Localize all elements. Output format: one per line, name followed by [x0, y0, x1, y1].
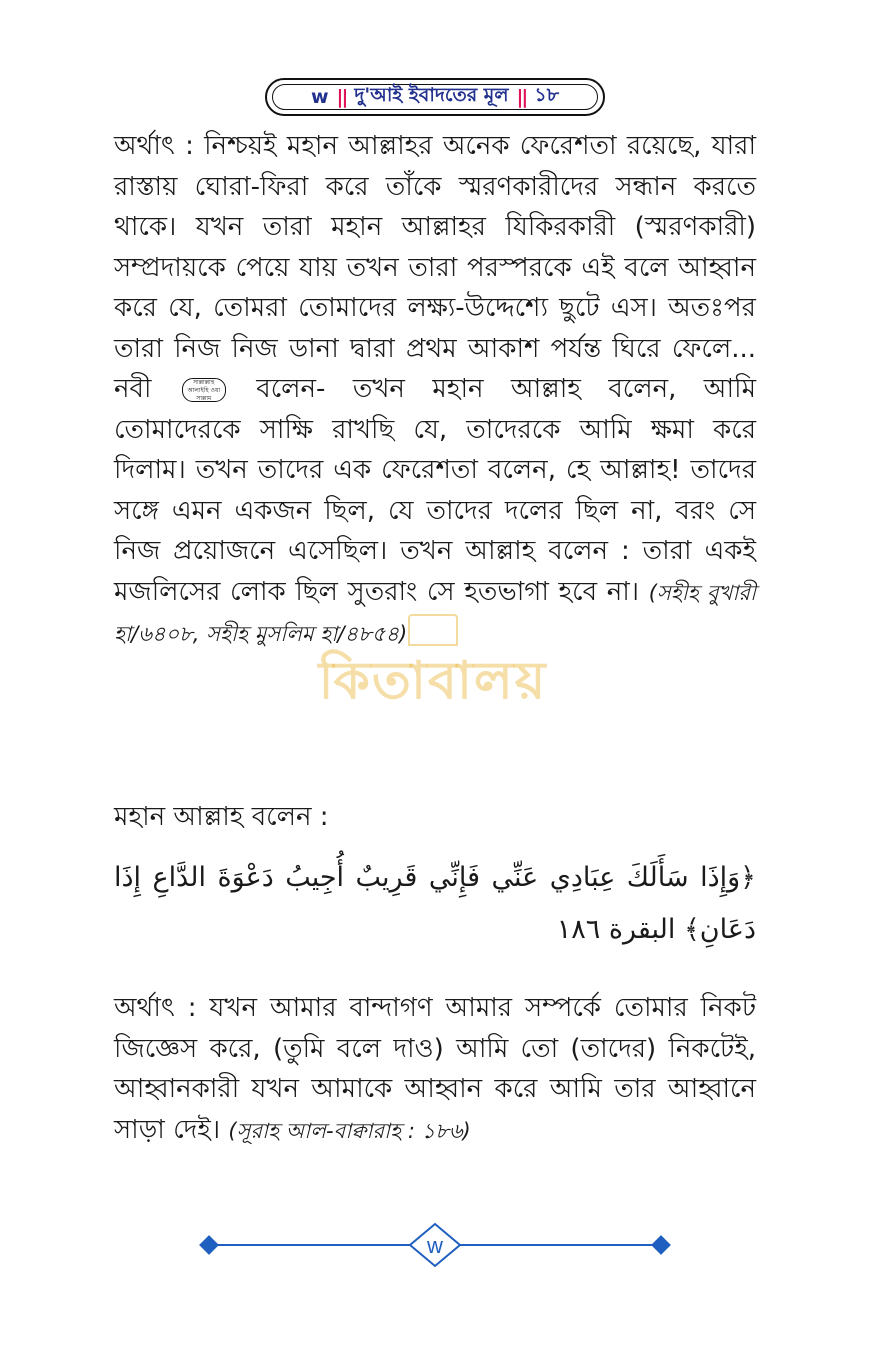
paragraph-text: অর্থাৎ : নিশ্চয়ই মহান আল্লাহর অনেক ফেরেশতা রয়েছে, যারা রাস্তায় ঘোরা-ফিরা করে তাঁকে স্মরণকারীদের সন্ধান করতে থাকে। যখন তারা মহান আল্লাহর যিকিরকারী (স্মরণকারী) সম্প্রদায়কে পেয়ে যায় তখন তারা পরস্পরকে এই বলে আহ্বান করে যে, তোমরা তোমাদের লক্ষ্য-উদ্দেশ্যে ছুটে এস। অতঃপর তারা নিজ নিজ ডানা দ্বারা প্রথম আকাশ পর্যন্ত ঘিরে ফেলে... নবী [114, 131, 756, 404]
translation-text: অর্থাৎ : যখন আমার বান্দাগণ আমার সম্পর্কে তোমার নিকট জিজ্ঞেস করে, (তুমি বলে দাও) আমি তো (তাদের) নিকটেই, আহ্বানকারী যখন আমাকে আহ্বান করে আমি তার আহ্বানে সাড়া দেই। [114, 993, 756, 1145]
watermark-text: কিতাবালয় [318, 651, 548, 711]
header-title: দু'আই ইবাদতের মূল [354, 84, 509, 106]
salutation-seal-icon: সাল্লাল্লাহু আলাইহি ওয়া সাল্লাম [182, 378, 226, 402]
header-logo: w [310, 86, 329, 108]
arabic-verse: ﴿وَإِذَا سَأَلَكَ عِبَادِي عَنِّي فَإِنِّي قَرِيبٌ أُجِيبُ دَعْوَةَ الدَّاعِ إِذَا دَعَانِ﴾ البقرة ١٨٦ [114, 862, 756, 945]
diamond-icon [199, 1235, 219, 1255]
hadith-reference: (সহীহ বুখারী হা/৬৪০৮, সহীহ মুসলিম হা/৪৮৫৪) [114, 580, 756, 646]
header-separator: || [336, 86, 347, 108]
page-number: ১৮ [534, 84, 560, 106]
intro-text: মহান আল্লাহ বলেন : [114, 802, 329, 832]
intro-line [114, 797, 756, 838]
header-separator: || [516, 86, 527, 108]
verse-translation [114, 988, 756, 1151]
translation-paragraph [114, 126, 756, 655]
paragraph-text: বলেন- তখন মহান আল্লাহ বলেন, আমি তোমাদেরকে সাক্ষি রাখছি যে, তাদেরকে আমি ক্ষমা করে দিলাম। তখন তাদের এক ফেরেশতা বলেন, হে আল্লাহ! তাদের সঙ্গে এমন একজন ছিল, যে তাদের দলের ছিল না, বরং সে নিজ প্রয়োজনে এসেছিল। তখন আল্লাহ বলেন : তারা একই মজলিসের লোক ছিল সুতরাং সে হতভাগা হবে না। [114, 374, 757, 607]
diamond-icon [651, 1235, 671, 1255]
quran-reference: (সূরাহ আল-বাক্বারাহ : ১৮৬) [228, 1118, 471, 1143]
running-header-inner [272, 84, 598, 110]
footer-logo: w [427, 1233, 443, 1258]
footer-ornament [198, 1222, 672, 1268]
running-header [265, 78, 605, 116]
